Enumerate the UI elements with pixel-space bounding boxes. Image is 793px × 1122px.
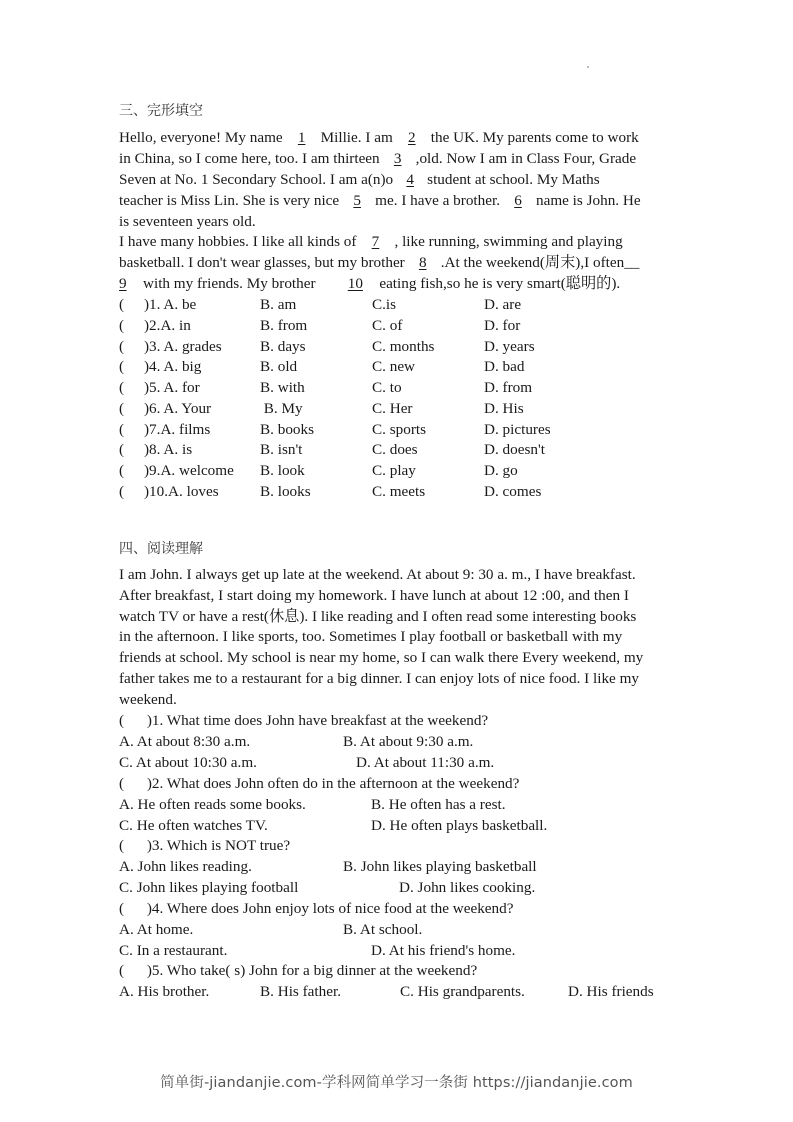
- cloze-line: [119, 149, 636, 170]
- option-a: )4. A. big: [144, 358, 202, 376]
- option-a: A. He often reads some books.: [119, 795, 306, 813]
- option-c: C. meets: [372, 482, 426, 500]
- option-d: D. At about 11:30 a.m.: [356, 754, 495, 771]
- option-b: B. from: [260, 316, 308, 334]
- option-b: B. look: [260, 462, 305, 479]
- blank-10[interactable]: 10: [347, 275, 363, 292]
- blank-9[interactable]: 9: [119, 275, 127, 292]
- option-a: )2.A. in: [144, 316, 191, 334]
- blank-7[interactable]: 7: [371, 233, 380, 250]
- answer-paren[interactable]: (: [119, 337, 125, 355]
- option-a: )10.A. loves: [144, 482, 219, 500]
- option-d: D. doesn't: [484, 441, 545, 459]
- option-b: B. He often has a rest.: [371, 795, 506, 813]
- passage-line: I am John. I always get up late at the weekend. At about 9: 30 a. m., I have breakfast.: [119, 566, 636, 583]
- option-b: B. with: [260, 379, 305, 396]
- option-a: A. John likes reading.: [119, 858, 252, 875]
- text: eating fish,so he is very smart(聪明的).: [379, 275, 621, 292]
- answer-paren[interactable]: (: [119, 316, 125, 334]
- blank-6[interactable]: 6: [514, 192, 522, 209]
- option-d: D. for: [484, 316, 521, 334]
- blank-4[interactable]: 4: [406, 171, 414, 188]
- option-d: D. bad: [484, 358, 525, 376]
- answer-paren[interactable]: (: [119, 420, 125, 438]
- option-b: B. John likes playing basketball: [343, 858, 537, 875]
- blank-2[interactable]: 2: [407, 129, 416, 146]
- cloze-question: [119, 337, 679, 358]
- option-d: D. comes: [484, 482, 542, 500]
- cloze-heading: 三、完形填空: [119, 103, 203, 119]
- option-a: A. At home.: [119, 920, 194, 938]
- text: the UK. My parents come to work: [430, 129, 639, 146]
- cloze-line: [119, 191, 641, 212]
- passage-line: watch TV or have a rest(休息). I like reading and I often read some interesting books: [119, 607, 637, 625]
- option-a: A. At about 8:30 a.m.: [119, 733, 251, 750]
- option-a: )5. A. for: [144, 379, 200, 396]
- cloze-question: [119, 461, 679, 482]
- cloze-line: [119, 274, 620, 295]
- option-c: C. John likes playing football: [119, 879, 299, 896]
- text: Hello, everyone! My name: [119, 129, 283, 146]
- option-c: C. new: [372, 358, 416, 376]
- text: , like running, swimming and playing: [394, 233, 623, 250]
- option-a: )3. A. grades: [144, 337, 222, 355]
- text: Millie. I am: [320, 129, 393, 146]
- text: student at school. My Maths: [427, 171, 600, 188]
- option-b: B. isn't: [260, 441, 303, 459]
- passage-line: After breakfast, I start doing my homework. I have lunch at about 12 :00, and then I: [119, 586, 629, 604]
- cloze-question: [119, 440, 679, 461]
- option-b: B. looks: [260, 482, 311, 500]
- question-stem: ( )2. What does John often do in the afternoon at the weekend?: [119, 774, 520, 792]
- cloze-question: [119, 378, 679, 399]
- option-c: C. of: [372, 316, 403, 334]
- option-a: )6. A. Your: [144, 399, 212, 417]
- option-a: )8. A. is: [144, 441, 193, 459]
- option-b: B. old: [260, 358, 298, 376]
- answer-paren[interactable]: (: [119, 462, 125, 479]
- option-d: D. John likes cooking.: [399, 879, 536, 896]
- passage-line: friends at school. My school is near my home, so I can walk there Every weekend, my: [119, 649, 644, 667]
- option-c: C. His grandparents.: [400, 983, 525, 1000]
- text: teacher is Miss Lin. She is very nice: [119, 192, 340, 209]
- option-a: )7.A. films: [144, 420, 211, 438]
- question-stem: ( )5. Who take( s) John for a big dinner at the weekend?: [119, 962, 478, 979]
- option-c: C. months: [372, 337, 435, 355]
- option-c: C. play: [372, 462, 416, 479]
- text: .At the weekend(周末),I often__: [440, 254, 640, 271]
- cloze-question: [119, 295, 679, 316]
- option-c: C. At about 10:30 a.m.: [119, 754, 257, 771]
- text: ,old. Now I am in Class Four, Grade: [415, 150, 637, 167]
- option-c: C. Her: [372, 399, 413, 417]
- cloze-line: [119, 212, 256, 233]
- option-b: B. At about 9:30 a.m.: [343, 733, 474, 750]
- text: is seventeen years old.: [119, 213, 256, 230]
- option-b: B. My: [260, 399, 303, 417]
- cloze-question: [119, 420, 679, 441]
- passage-line: weekend.: [119, 690, 177, 708]
- question-stem: ( )3. Which is NOT true?: [119, 837, 291, 854]
- blank-5[interactable]: 5: [353, 192, 361, 209]
- answer-paren[interactable]: (: [119, 296, 125, 313]
- option-c: C. In a restaurant.: [119, 941, 228, 959]
- answer-paren[interactable]: (: [119, 379, 125, 396]
- text: with my friends. My brother: [143, 275, 320, 292]
- blank-3[interactable]: 3: [393, 150, 402, 167]
- cloze-question: [119, 399, 679, 420]
- text: basketball. I don't wear glasses, but my brother: [119, 254, 405, 271]
- option-a: )9.A. welcome: [144, 462, 234, 479]
- option-c: C. to: [372, 379, 402, 396]
- option-a: A. His brother.: [119, 983, 210, 1000]
- option-c: C. does: [372, 441, 418, 459]
- cloze-question: [119, 482, 679, 503]
- answer-paren[interactable]: (: [119, 358, 125, 376]
- text: me. I have a brother.: [375, 192, 500, 209]
- option-d: D. At his friend's home.: [371, 941, 516, 959]
- cloze-line: [119, 253, 639, 274]
- page-mark: [587, 66, 589, 68]
- option-c: C. sports: [372, 420, 427, 438]
- text: name is John. He: [536, 192, 641, 209]
- option-d: D. go: [484, 462, 518, 479]
- cloze-question: [119, 316, 679, 337]
- option-a: )1. A. be: [144, 296, 197, 313]
- option-d: D. pictures: [484, 420, 551, 438]
- text: in China, so I come here, too. I am thirteen: [119, 150, 380, 167]
- text: Seven at No. 1 Secondary School. I am a(n)o: [119, 171, 394, 188]
- passage-line: father takes me to a restaurant for a big dinner. I can enjoy lots of nice food. I like my: [119, 670, 639, 687]
- cloze-question: [119, 357, 679, 378]
- option-b: B. His father.: [260, 983, 341, 1000]
- option-d: D. His friends: [568, 983, 654, 1000]
- reading-heading: 四、阅读理解: [119, 541, 203, 557]
- option-d: D. from: [484, 379, 533, 396]
- option-d: D. He often plays basketball.: [371, 816, 548, 834]
- option-b: B. days: [260, 337, 306, 355]
- option-c: C. He often watches TV.: [119, 816, 268, 834]
- answer-paren[interactable]: (: [119, 441, 125, 459]
- blank-8[interactable]: 8: [418, 254, 427, 271]
- text: I have many hobbies. I like all kinds of: [119, 233, 357, 250]
- passage-line: in the afternoon. I like sports, too. Sometimes I play football or basketball with my: [119, 628, 623, 646]
- footer-watermark: 简单街-jiandanjie.com-学科网简单学习一条街 https://jiandanjie.com: [160, 1075, 633, 1091]
- option-b: B. books: [260, 420, 315, 438]
- option-d: D. years: [484, 337, 535, 355]
- cloze-line: [119, 170, 600, 191]
- option-b: B. At school.: [343, 920, 423, 938]
- option-c: C.is: [372, 296, 397, 313]
- question-stem: ( )1. What time does John have breakfast at the weekend?: [119, 712, 489, 729]
- option-b: B. am: [260, 296, 297, 313]
- option-d: D. are: [484, 296, 522, 313]
- blank-1[interactable]: 1: [297, 129, 306, 146]
- answer-paren[interactable]: (: [119, 482, 125, 500]
- answer-paren[interactable]: (: [119, 399, 125, 417]
- option-d: D. His: [484, 399, 524, 417]
- cloze-line: [119, 232, 623, 253]
- cloze-line: [119, 128, 639, 149]
- question-stem: ( )4. Where does John enjoy lots of nice food at the weekend?: [119, 899, 514, 917]
